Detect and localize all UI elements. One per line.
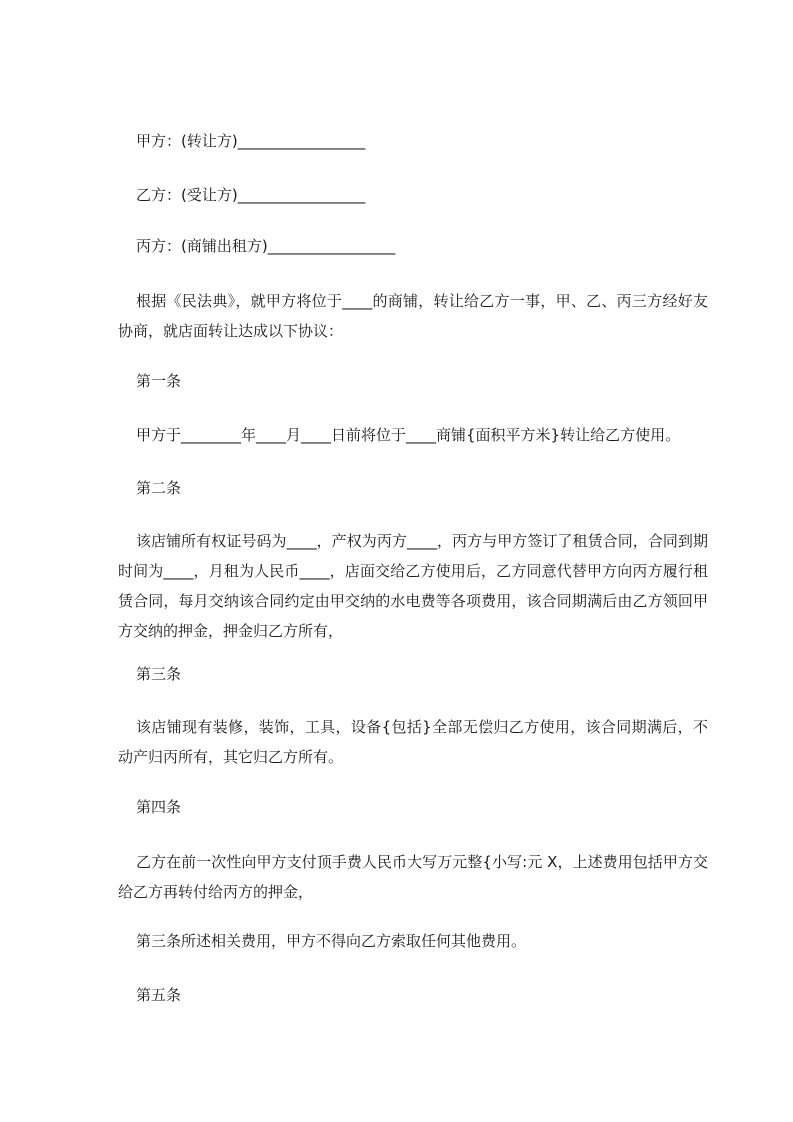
- article-3-body: 该店铺现有装修，装饰，工具，设备{包括}全部无偿归乙方使用，该合同期满后，不动产归丙所有，其它归乙方所有。: [118, 718, 708, 766]
- article-2-body: 该店铺所有权证号码为____，产权为丙方____，丙方与甲方签订了租赁合同，合同到期时间为____，月租为人民币____，店面交给乙方使用后，乙方同意代替甲方向丙方履行租赁合同，每月交纳该合同约定由甲交纳的水电费等各项费用，该合同期满后由乙方领回甲方交纳的押金，押金归乙方所有，: [118, 532, 708, 640]
- party-c-line: 丙方：(商铺出租方)_________________: [136, 237, 396, 255]
- party-b-line: 乙方：(受让方)_________________: [136, 186, 366, 204]
- article-3-title: 第三条: [136, 665, 182, 683]
- article-1-title: 第一条: [136, 372, 182, 390]
- article-2-title: 第二条: [136, 479, 182, 497]
- article-4-body: 乙方在前一次性向甲方支付顶手费人民币大写万元整{小写:元 X，上述费用包括甲方交给乙方再转付给丙方的押金，: [118, 853, 708, 901]
- article-5-title: 第五条: [136, 986, 182, 1004]
- preamble-paragraph: 根据《民法典》，就甲方将位于____的商铺，转让给乙方一事，甲、乙、丙三方经好友协商，就店面转让达成以下协议：: [118, 292, 708, 340]
- party-a-line: 甲方：(转让方)_________________: [136, 132, 366, 150]
- article-4-extra: 第三条所述相关费用，甲方不得向乙方索取任何其他费用。: [136, 932, 527, 950]
- article-1-body: 甲方于________年____月____日前将位于____商铺{面积平方米}转让给乙方使用。: [136, 426, 681, 444]
- article-4-title: 第四条: [136, 798, 182, 816]
